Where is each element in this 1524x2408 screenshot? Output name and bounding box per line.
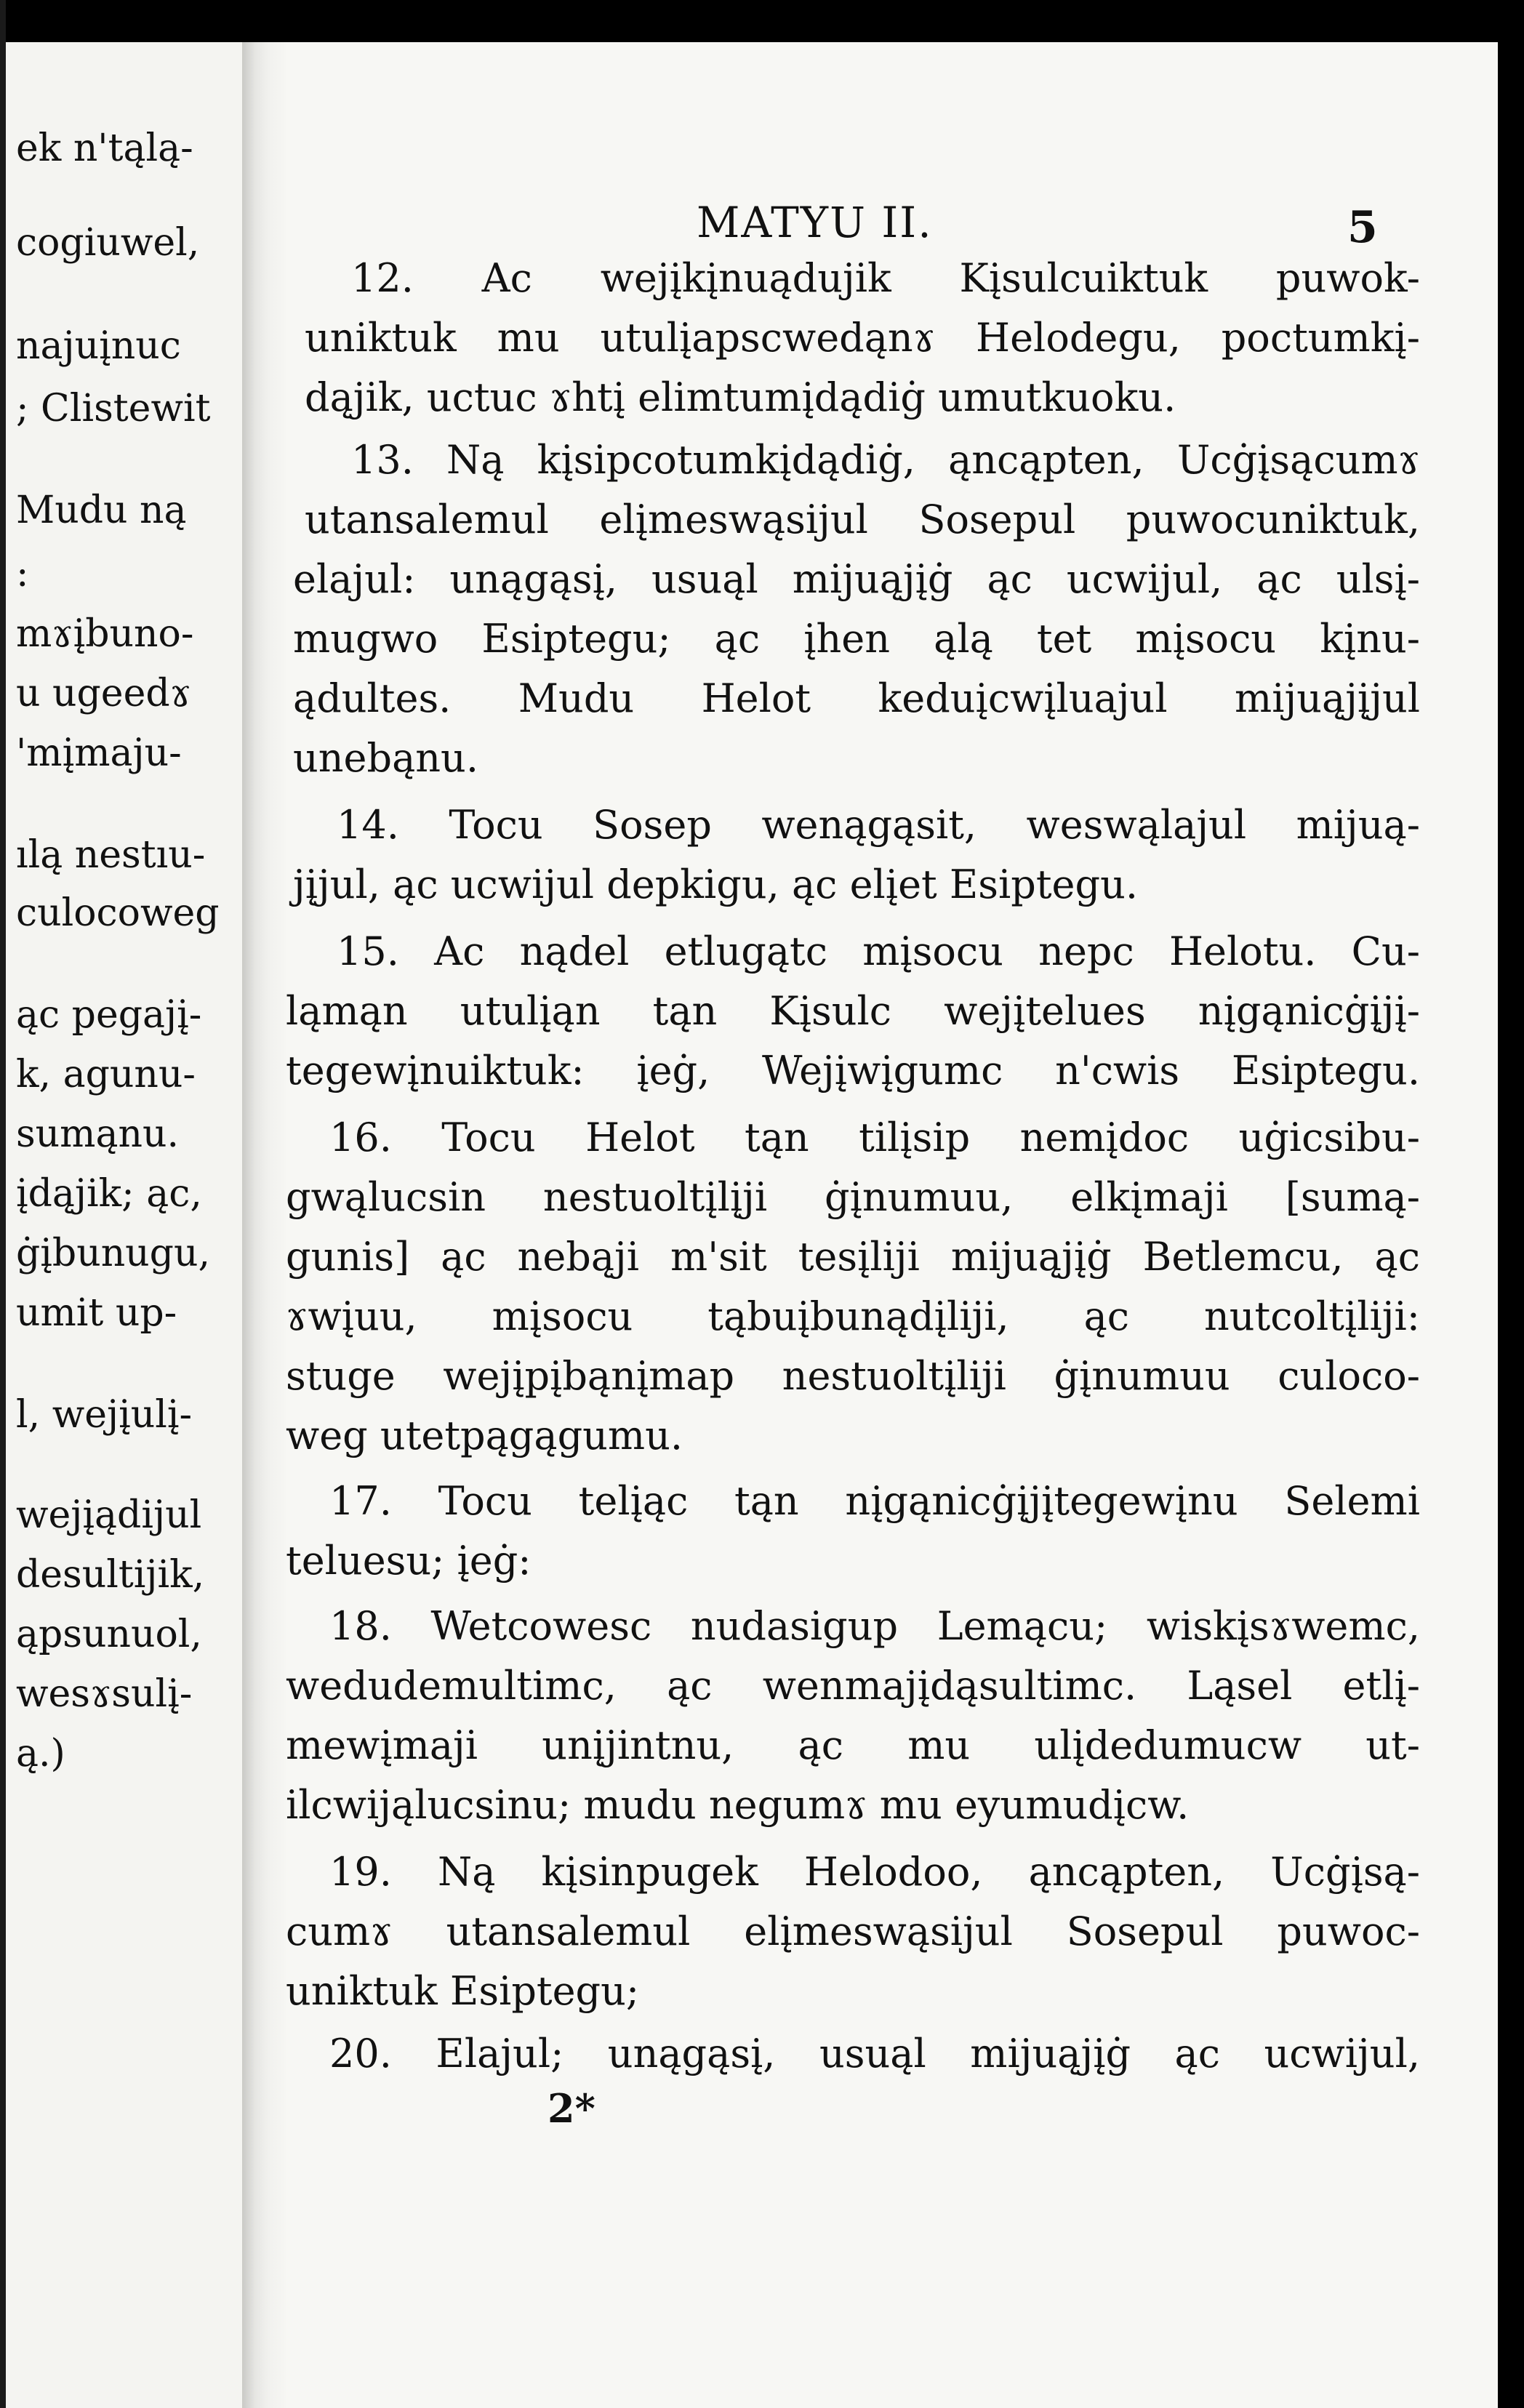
text-line: ilcwijąlucsinu; mudu negumɤ mu eyumudįcw. — [286, 1782, 1190, 1828]
scan-border-left — [0, 0, 6, 2408]
left-line: desultijik, — [16, 1553, 205, 1597]
text-line: elajul: unągąsį, usuąl mijuąjįġ ąc ucwijul, ąc ulsį- — [293, 556, 1420, 602]
book-gutter — [242, 42, 286, 2408]
text-line: 18. Wetcowesc nudasigup Lemącu; wiskįsɤwemc, — [329, 1603, 1420, 1649]
text-line: ɤwįuu, mįsocu tąbuįbunądįliji, ąc nutcoltįliji: — [286, 1293, 1420, 1339]
signature-mark: 2* — [548, 2085, 595, 2132]
text-line: 19. Ną kįsinpugek Helodoo, ąncąpten, Ucġįsą- — [329, 1849, 1420, 1895]
text-line: unebąnu. — [293, 735, 478, 781]
text-line: gwąlucsin nestuoltįlįji ġįnumuu, elkįmaji [sumą- — [286, 1174, 1420, 1220]
text-line: tegewįnuiktuk: įeġ, Wejįwįgumc n'cwis Esiptegu. — [286, 1048, 1420, 1093]
left-line: ek n'tąlą- — [16, 127, 193, 170]
running-title: MATYU II. — [697, 198, 933, 247]
left-line: sumąnu. — [16, 1112, 179, 1156]
text-line: dąjik, uctuc ɤhtį elimtumįdądiġ umutkuoku. — [305, 374, 1176, 420]
left-line: ; Clistewit — [16, 387, 211, 430]
left-line: umit up- — [16, 1291, 177, 1335]
text-line: 17. Tocu telįąc tąn nįgąnicġįjįtegewįnu Selemi — [329, 1478, 1420, 1524]
left-line: k, agunu- — [16, 1053, 196, 1096]
left-line: u ugeedɤ — [16, 672, 191, 715]
text-line: wedudemultimc, ąc wenmajįdąsultimc. Ląsel etlį- — [286, 1663, 1420, 1709]
text-line: cumɤ utansalemul elįmeswąsijul Sosepul puwoc- — [286, 1909, 1420, 1954]
scan-border-top — [0, 0, 1524, 42]
left-line: wejįądijul — [16, 1493, 202, 1537]
left-line: įdąjik; ąc, — [16, 1172, 202, 1216]
text-line: 14. Tocu Sosep wenągąsit, weswąlajul mijuą- — [337, 802, 1420, 848]
text-line: 20. Elajul; unągąsį, usuąl mijuąjįġ ąc ucwijul, — [329, 2031, 1420, 2076]
text-line: uniktuk mu utulįapscwedąnɤ Helodegu, poctumkį- — [305, 315, 1420, 361]
text-line: 13. Ną kįsipcotumkįdądiġ, ąncąpten, Ucġįsącumɤ — [351, 437, 1420, 483]
text-line: weg utetpągągumu. — [286, 1413, 683, 1458]
left-line: Mudu ną — [16, 489, 187, 532]
text-line: utansalemul elįmeswąsijul Sosepul puwocuniktuk, — [305, 497, 1420, 542]
text-line: gunis] ąc nebąji m'sit tesįliji mijuąjįġ Betlemcu, ąc — [286, 1234, 1420, 1280]
text-line: mewįmaji unįjintnu, ąc mu ulįdedumucw ut- — [286, 1722, 1420, 1768]
left-line: 'mįmaju- — [16, 731, 182, 775]
text-line: 15. Ac nądel etlugątc mįsocu nepc Helotu. Cu- — [337, 928, 1420, 974]
page-number: 5 — [1347, 202, 1378, 253]
text-line: uniktuk Esiptegu; — [286, 1968, 640, 2014]
text-line: stuge wejįpįbąnįmap nestuoltįliji ġįnumuu culoco- — [286, 1353, 1420, 1399]
text-line: 12. Ac wejįkįnuądujik Kįsulcuiktuk puwok- — [351, 255, 1420, 301]
scan-border-right — [1498, 0, 1524, 2408]
left-line: ġįbunugu, — [16, 1232, 210, 1275]
left-line: ılą nestıu- — [16, 833, 206, 877]
text-line: mugwo Esiptegu; ąc įhen ąlą tet mįsocu kįnu- — [293, 616, 1420, 662]
text-line: jįjul, ąc ucwijul depkigu, ąc elįet Esiptegu. — [293, 862, 1139, 907]
left-page — [6, 42, 242, 2408]
left-line: najuįnuc — [16, 324, 181, 368]
left-line: ą.) — [16, 1732, 65, 1775]
left-line: mɤįbuno- — [16, 612, 194, 656]
left-line: wesɤsulį- — [16, 1672, 193, 1716]
text-line: ądultes. Mudu Helot keduįcwįluajul mijuąjįjul — [293, 675, 1420, 721]
text-line: ląmąn utulįąn tąn Kįsulc wejįtelues nįgąnicġįjį- — [286, 988, 1420, 1034]
text-line: teluesu; įeġ: — [286, 1538, 532, 1584]
body-text — [286, 42, 1498, 2408]
right-page — [286, 42, 1498, 2408]
left-line: cogiuwel, — [16, 221, 200, 265]
left-line: ąc pegajį- — [16, 993, 202, 1037]
left-line: culocoweg — [16, 891, 220, 935]
left-line: : — [16, 552, 29, 595]
left-line: l, wejįulį- — [16, 1393, 193, 1437]
text-line: 16. Tocu Helot tąn tilįsip nemįdoc uġicsibu- — [329, 1115, 1420, 1160]
left-line: ąpsunuol, — [16, 1613, 202, 1656]
